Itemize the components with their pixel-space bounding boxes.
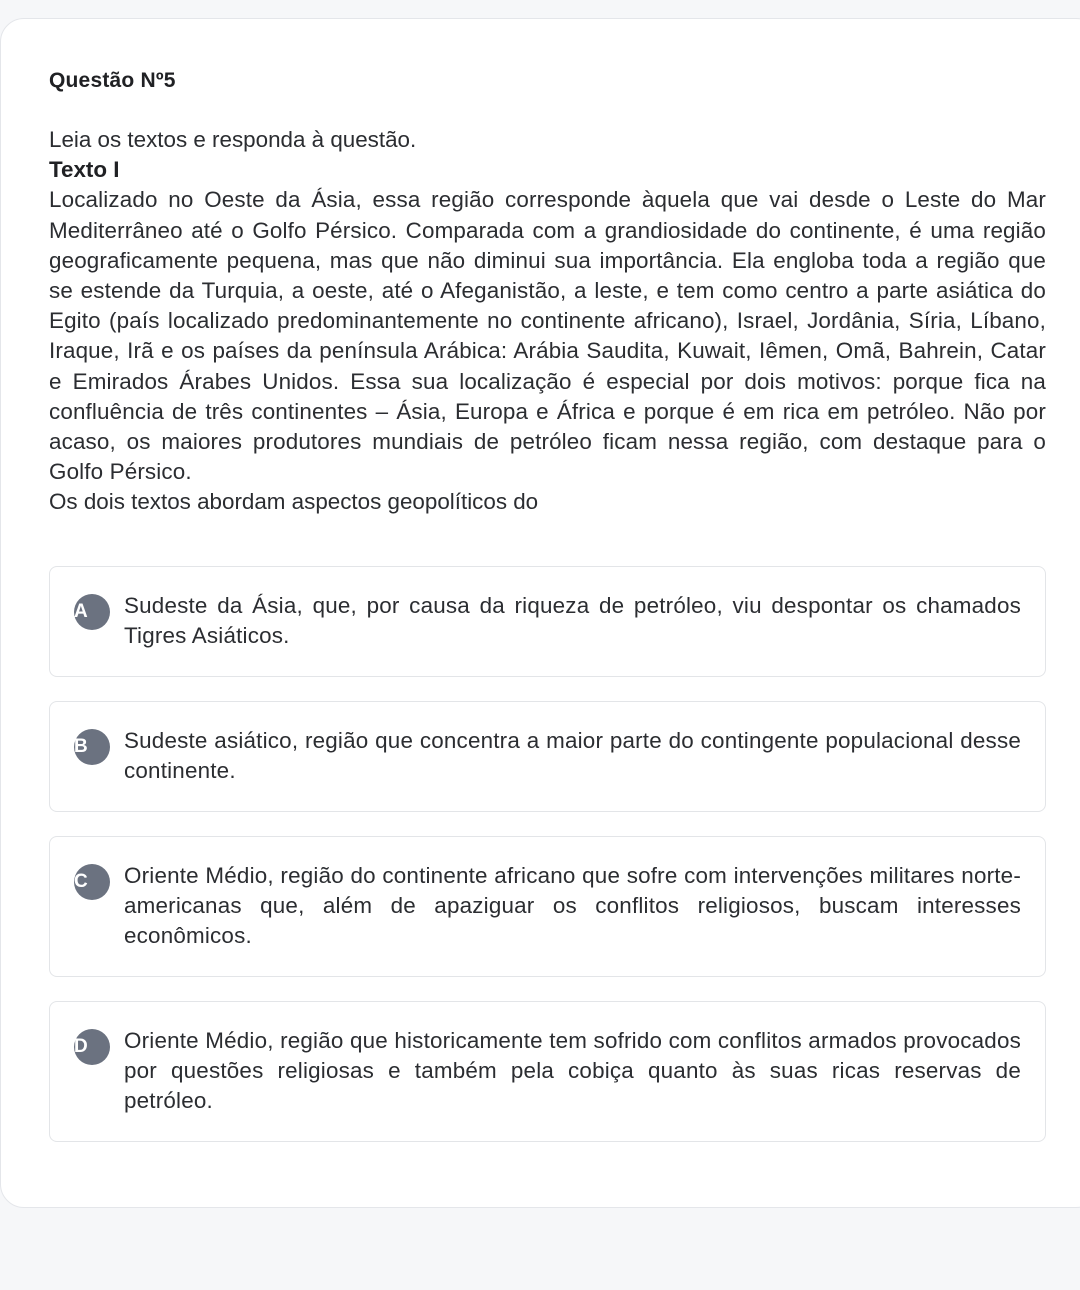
question-title: Questão Nº5 (49, 69, 176, 92)
question-card (0, 18, 1080, 1208)
option-d[interactable] (49, 1001, 1046, 1142)
option-c-letter-badge: C (74, 864, 110, 900)
option-c[interactable] (49, 836, 1046, 977)
option-b-text: Sudeste asiático, região que concentra a maior parte do contingente populacional desse continente. (124, 728, 1021, 784)
option-a[interactable] (49, 566, 1046, 677)
question-instruction: Leia os textos e responda à questão. (49, 127, 417, 152)
option-d-text: Oriente Médio, região que historicamente tem sofrido com conflitos armados provocados por questões religiosas e também pela cobiça quanto às suas ricas reservas de petróleo. (124, 1028, 1021, 1114)
text-body: Localizado no Oeste da Ásia, essa região corresponde àquela que vai desde o Leste do Mar Mediterrâneo até o Golfo Pérsico. Comparada com a grandiosidade do continente, é uma região geograficamente pequena, mas que não diminui sua importância. Ela engloba toda a região que se estende da Turquia, a oeste, até o Afeganistão, a leste, e tem como centro a parte asiática do Egito (país localizado predominantemente no continente africano), Israel, Jordânia, Síria, Líbano, Iraque, Irã e os países da península Arábica: Arábia Saudita, Kuwait, Iêmen, Omã, Bahrein, Catar e Emirados Árabes Unidos. Essa sua localização é especial por dois motivos: porque fica na confluência de três continentes – Ásia, Europa e África e porque é em rica em petróleo. Não por acaso, os maiores produtores mundiais de petróleo ficam nessa região, com destaque para o Golfo Pérsico. (49, 187, 1046, 485)
option-a-letter-badge: A (74, 594, 110, 630)
option-d-letter-badge: D (74, 1029, 110, 1065)
option-a-text: Sudeste da Ásia, que, por causa da riqueza de petróleo, viu despontar os chamados Tigres Asiáticos. (124, 593, 1021, 649)
option-c-text: Oriente Médio, região do continente africano que sofre com intervenções militares norte-americanas que, além de apaziguar os conflitos religiosos, buscam interesses econômicos. (124, 863, 1021, 949)
text-heading: Texto I (49, 157, 120, 183)
question-prompt: Os dois textos abordam aspectos geopolíticos do (49, 489, 539, 515)
option-b-letter-badge: B (74, 729, 110, 765)
option-b[interactable] (49, 701, 1046, 812)
question-text-block (49, 125, 1046, 518)
